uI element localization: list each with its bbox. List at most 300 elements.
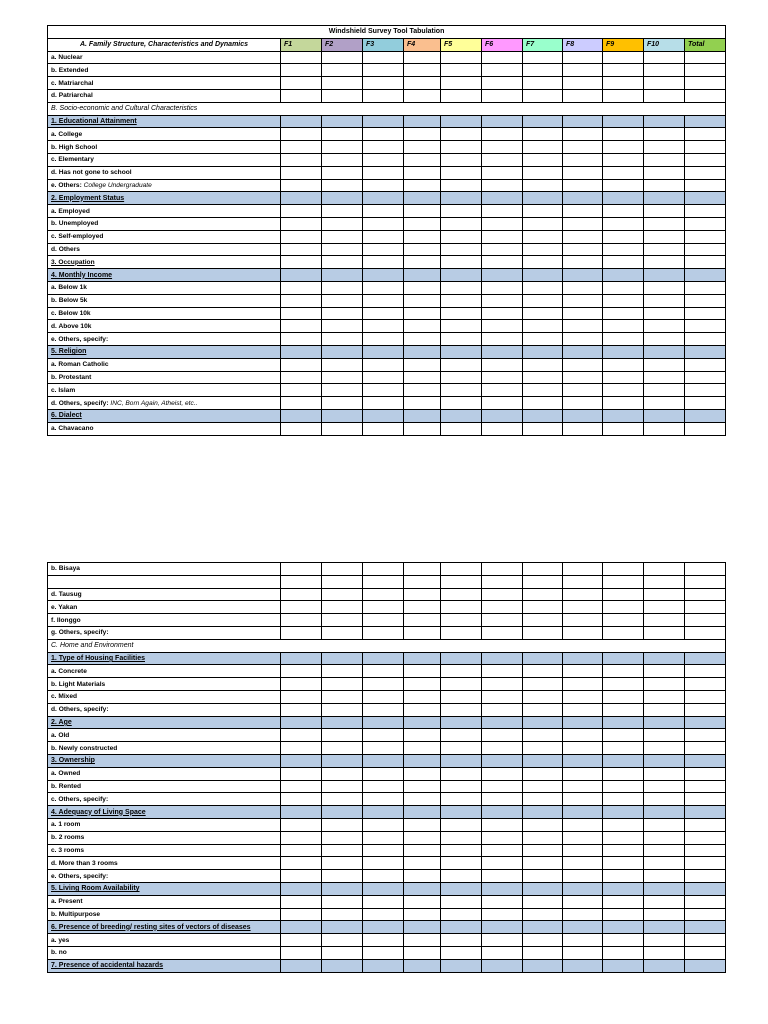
tally-cell[interactable] bbox=[603, 588, 644, 601]
tally-cell[interactable] bbox=[441, 192, 482, 205]
tally-cell[interactable] bbox=[363, 703, 404, 716]
tally-cell[interactable] bbox=[322, 818, 363, 831]
tally-cell[interactable] bbox=[603, 64, 644, 77]
tally-cell[interactable] bbox=[603, 614, 644, 627]
tally-cell[interactable] bbox=[363, 793, 404, 806]
tally-cell[interactable] bbox=[563, 844, 603, 857]
tally-cell[interactable] bbox=[685, 192, 726, 205]
tally-cell[interactable] bbox=[322, 588, 363, 601]
tally-cell[interactable] bbox=[523, 77, 563, 90]
tally-cell[interactable] bbox=[441, 882, 482, 895]
tally-cell[interactable] bbox=[563, 358, 603, 371]
tally-cell[interactable] bbox=[563, 831, 603, 844]
tally-cell[interactable] bbox=[603, 767, 644, 780]
tally-cell[interactable] bbox=[523, 934, 563, 947]
tally-cell[interactable] bbox=[281, 397, 322, 410]
tally-cell[interactable] bbox=[563, 729, 603, 742]
tally-cell[interactable] bbox=[363, 844, 404, 857]
tally-cell[interactable] bbox=[404, 307, 441, 320]
tally-cell[interactable] bbox=[563, 716, 603, 729]
tally-cell[interactable] bbox=[404, 397, 441, 410]
tally-cell[interactable] bbox=[322, 320, 363, 333]
tally-cell[interactable] bbox=[685, 678, 726, 691]
tally-cell[interactable] bbox=[644, 128, 685, 141]
tally-cell[interactable] bbox=[404, 166, 441, 179]
tally-cell[interactable] bbox=[563, 626, 603, 639]
tally-cell[interactable] bbox=[482, 192, 523, 205]
tally-cell[interactable] bbox=[322, 870, 363, 883]
tally-cell[interactable] bbox=[322, 153, 363, 166]
tally-cell[interactable] bbox=[281, 588, 322, 601]
tally-cell[interactable] bbox=[322, 77, 363, 90]
tally-cell[interactable] bbox=[322, 767, 363, 780]
tally-cell[interactable] bbox=[685, 320, 726, 333]
tally-cell[interactable] bbox=[685, 831, 726, 844]
tally-cell[interactable] bbox=[563, 397, 603, 410]
tally-cell[interactable] bbox=[441, 141, 482, 154]
tally-cell[interactable] bbox=[441, 51, 482, 64]
tally-cell[interactable] bbox=[404, 588, 441, 601]
tally-cell[interactable] bbox=[644, 409, 685, 422]
tally-cell[interactable] bbox=[685, 422, 726, 435]
tally-cell[interactable] bbox=[523, 205, 563, 218]
tally-cell[interactable] bbox=[685, 844, 726, 857]
tally-cell[interactable] bbox=[644, 192, 685, 205]
tally-cell[interactable] bbox=[482, 767, 523, 780]
tally-cell[interactable] bbox=[482, 844, 523, 857]
tally-cell[interactable] bbox=[685, 77, 726, 90]
tally-cell[interactable] bbox=[322, 934, 363, 947]
tally-cell[interactable] bbox=[603, 333, 644, 346]
tally-cell[interactable] bbox=[482, 320, 523, 333]
tally-cell[interactable] bbox=[441, 179, 482, 192]
tally-cell[interactable] bbox=[523, 563, 563, 576]
tally-cell[interactable] bbox=[281, 626, 322, 639]
tally-cell[interactable] bbox=[363, 767, 404, 780]
tally-cell[interactable] bbox=[441, 754, 482, 767]
tally-cell[interactable] bbox=[685, 307, 726, 320]
tally-cell[interactable] bbox=[404, 64, 441, 77]
tally-cell[interactable] bbox=[523, 64, 563, 77]
tally-cell[interactable] bbox=[441, 690, 482, 703]
tally-cell[interactable] bbox=[482, 384, 523, 397]
tally-cell[interactable] bbox=[685, 703, 726, 716]
tally-cell[interactable] bbox=[644, 115, 685, 128]
tally-cell[interactable] bbox=[644, 166, 685, 179]
tally-cell[interactable] bbox=[685, 397, 726, 410]
tally-cell[interactable] bbox=[482, 563, 523, 576]
tally-cell[interactable] bbox=[363, 742, 404, 755]
tally-cell[interactable] bbox=[603, 281, 644, 294]
tally-cell[interactable] bbox=[363, 729, 404, 742]
tally-cell[interactable] bbox=[363, 217, 404, 230]
tally-cell[interactable] bbox=[281, 818, 322, 831]
tally-cell[interactable] bbox=[281, 256, 322, 269]
tally-cell[interactable] bbox=[523, 601, 563, 614]
tally-cell[interactable] bbox=[482, 729, 523, 742]
tally-cell[interactable] bbox=[363, 166, 404, 179]
tally-cell[interactable] bbox=[685, 294, 726, 307]
tally-cell[interactable] bbox=[281, 882, 322, 895]
tally-cell[interactable] bbox=[482, 345, 523, 358]
tally-cell[interactable] bbox=[404, 217, 441, 230]
tally-cell[interactable] bbox=[603, 141, 644, 154]
tally-cell[interactable] bbox=[563, 780, 603, 793]
tally-cell[interactable] bbox=[523, 921, 563, 934]
tally-cell[interactable] bbox=[603, 320, 644, 333]
tally-cell[interactable] bbox=[441, 217, 482, 230]
tally-cell[interactable] bbox=[363, 946, 404, 959]
tally-cell[interactable] bbox=[685, 64, 726, 77]
tally-cell[interactable] bbox=[322, 690, 363, 703]
tally-cell[interactable] bbox=[322, 192, 363, 205]
tally-cell[interactable] bbox=[363, 690, 404, 703]
tally-cell[interactable] bbox=[363, 281, 404, 294]
tally-cell[interactable] bbox=[523, 166, 563, 179]
tally-cell[interactable] bbox=[404, 243, 441, 256]
tally-cell[interactable] bbox=[523, 153, 563, 166]
tally-cell[interactable] bbox=[523, 51, 563, 64]
tally-cell[interactable] bbox=[523, 614, 563, 627]
tally-cell[interactable] bbox=[563, 563, 603, 576]
tally-cell[interactable] bbox=[322, 857, 363, 870]
tally-cell[interactable] bbox=[281, 384, 322, 397]
tally-cell[interactable] bbox=[363, 345, 404, 358]
tally-cell[interactable] bbox=[441, 563, 482, 576]
tally-cell[interactable] bbox=[322, 908, 363, 921]
tally-cell[interactable] bbox=[404, 269, 441, 282]
tally-cell[interactable] bbox=[603, 818, 644, 831]
tally-cell[interactable] bbox=[441, 89, 482, 102]
tally-cell[interactable] bbox=[322, 652, 363, 665]
tally-cell[interactable] bbox=[603, 601, 644, 614]
tally-cell[interactable] bbox=[322, 230, 363, 243]
tally-cell[interactable] bbox=[603, 422, 644, 435]
tally-cell[interactable] bbox=[281, 652, 322, 665]
tally-cell[interactable] bbox=[482, 780, 523, 793]
tally-cell[interactable] bbox=[685, 333, 726, 346]
tally-cell[interactable] bbox=[441, 153, 482, 166]
tally-cell[interactable] bbox=[685, 959, 726, 972]
tally-cell[interactable] bbox=[281, 601, 322, 614]
tally-cell[interactable] bbox=[322, 665, 363, 678]
tally-cell[interactable] bbox=[441, 921, 482, 934]
tally-cell[interactable] bbox=[563, 818, 603, 831]
tally-cell[interactable] bbox=[523, 754, 563, 767]
tally-cell[interactable] bbox=[563, 690, 603, 703]
tally-cell[interactable] bbox=[363, 959, 404, 972]
tally-cell[interactable] bbox=[563, 205, 603, 218]
tally-cell[interactable] bbox=[603, 806, 644, 819]
tally-cell[interactable] bbox=[603, 128, 644, 141]
tally-cell[interactable] bbox=[322, 626, 363, 639]
tally-cell[interactable] bbox=[281, 128, 322, 141]
tally-cell[interactable] bbox=[644, 716, 685, 729]
tally-cell[interactable] bbox=[281, 895, 322, 908]
tally-cell[interactable] bbox=[523, 665, 563, 678]
tally-cell[interactable] bbox=[404, 895, 441, 908]
tally-cell[interactable] bbox=[644, 358, 685, 371]
tally-cell[interactable] bbox=[563, 51, 603, 64]
tally-cell[interactable] bbox=[644, 153, 685, 166]
tally-cell[interactable] bbox=[644, 614, 685, 627]
tally-cell[interactable] bbox=[563, 192, 603, 205]
tally-cell[interactable] bbox=[644, 870, 685, 883]
tally-cell[interactable] bbox=[404, 179, 441, 192]
tally-cell[interactable] bbox=[404, 716, 441, 729]
tally-cell[interactable] bbox=[523, 716, 563, 729]
tally-cell[interactable] bbox=[322, 844, 363, 857]
tally-cell[interactable] bbox=[644, 934, 685, 947]
tally-cell[interactable] bbox=[685, 230, 726, 243]
tally-cell[interactable] bbox=[281, 678, 322, 691]
tally-cell[interactable] bbox=[363, 153, 404, 166]
tally-cell[interactable] bbox=[281, 729, 322, 742]
tally-cell[interactable] bbox=[644, 307, 685, 320]
tally-cell[interactable] bbox=[363, 141, 404, 154]
tally-cell[interactable] bbox=[281, 690, 322, 703]
tally-cell[interactable] bbox=[482, 256, 523, 269]
tally-cell[interactable] bbox=[363, 908, 404, 921]
tally-cell[interactable] bbox=[644, 946, 685, 959]
tally-cell[interactable] bbox=[644, 588, 685, 601]
tally-cell[interactable] bbox=[563, 908, 603, 921]
tally-cell[interactable] bbox=[404, 371, 441, 384]
tally-cell[interactable] bbox=[563, 678, 603, 691]
tally-cell[interactable] bbox=[281, 333, 322, 346]
tally-cell[interactable] bbox=[563, 895, 603, 908]
tally-cell[interactable] bbox=[404, 652, 441, 665]
tally-cell[interactable] bbox=[404, 281, 441, 294]
tally-cell[interactable] bbox=[363, 89, 404, 102]
tally-cell[interactable] bbox=[685, 870, 726, 883]
tally-cell[interactable] bbox=[404, 230, 441, 243]
tally-cell[interactable] bbox=[482, 806, 523, 819]
tally-cell[interactable] bbox=[603, 831, 644, 844]
tally-cell[interactable] bbox=[523, 141, 563, 154]
tally-cell[interactable] bbox=[404, 678, 441, 691]
tally-cell[interactable] bbox=[563, 384, 603, 397]
tally-cell[interactable] bbox=[404, 754, 441, 767]
tally-cell[interactable] bbox=[482, 371, 523, 384]
tally-cell[interactable] bbox=[281, 77, 322, 90]
tally-cell[interactable] bbox=[685, 358, 726, 371]
tally-cell[interactable] bbox=[603, 857, 644, 870]
tally-cell[interactable] bbox=[603, 409, 644, 422]
tally-cell[interactable] bbox=[685, 89, 726, 102]
tally-cell[interactable] bbox=[281, 192, 322, 205]
tally-cell[interactable] bbox=[603, 307, 644, 320]
tally-cell[interactable] bbox=[685, 345, 726, 358]
tally-cell[interactable] bbox=[482, 128, 523, 141]
tally-cell[interactable] bbox=[482, 882, 523, 895]
tally-cell[interactable] bbox=[685, 601, 726, 614]
tally-cell[interactable] bbox=[644, 89, 685, 102]
tally-cell[interactable] bbox=[363, 870, 404, 883]
tally-cell[interactable] bbox=[563, 345, 603, 358]
tally-cell[interactable] bbox=[441, 256, 482, 269]
tally-cell[interactable] bbox=[685, 409, 726, 422]
tally-cell[interactable] bbox=[363, 333, 404, 346]
tally-cell[interactable] bbox=[523, 767, 563, 780]
tally-cell[interactable] bbox=[363, 307, 404, 320]
tally-cell[interactable] bbox=[322, 703, 363, 716]
tally-cell[interactable] bbox=[281, 281, 322, 294]
tally-cell[interactable] bbox=[685, 882, 726, 895]
tally-cell[interactable] bbox=[603, 179, 644, 192]
tally-cell[interactable] bbox=[363, 51, 404, 64]
tally-cell[interactable] bbox=[603, 793, 644, 806]
tally-cell[interactable] bbox=[523, 780, 563, 793]
tally-cell[interactable] bbox=[363, 921, 404, 934]
tally-cell[interactable] bbox=[322, 959, 363, 972]
tally-cell[interactable] bbox=[563, 959, 603, 972]
tally-cell[interactable] bbox=[523, 409, 563, 422]
tally-cell[interactable] bbox=[685, 818, 726, 831]
tally-cell[interactable] bbox=[281, 230, 322, 243]
tally-cell[interactable] bbox=[603, 908, 644, 921]
tally-cell[interactable] bbox=[685, 51, 726, 64]
tally-cell[interactable] bbox=[603, 742, 644, 755]
tally-cell[interactable] bbox=[322, 345, 363, 358]
tally-cell[interactable] bbox=[482, 281, 523, 294]
tally-cell[interactable] bbox=[322, 780, 363, 793]
tally-cell[interactable] bbox=[441, 729, 482, 742]
tally-cell[interactable] bbox=[363, 320, 404, 333]
tally-cell[interactable] bbox=[404, 703, 441, 716]
tally-cell[interactable] bbox=[281, 806, 322, 819]
tally-cell[interactable] bbox=[603, 626, 644, 639]
tally-cell[interactable] bbox=[322, 882, 363, 895]
tally-cell[interactable] bbox=[644, 754, 685, 767]
tally-cell[interactable] bbox=[482, 243, 523, 256]
tally-cell[interactable] bbox=[482, 959, 523, 972]
tally-cell[interactable] bbox=[441, 626, 482, 639]
tally-cell[interactable] bbox=[523, 230, 563, 243]
tally-cell[interactable] bbox=[281, 243, 322, 256]
tally-cell[interactable] bbox=[404, 934, 441, 947]
tally-cell[interactable] bbox=[441, 294, 482, 307]
tally-cell[interactable] bbox=[482, 870, 523, 883]
tally-cell[interactable] bbox=[322, 358, 363, 371]
tally-cell[interactable] bbox=[603, 729, 644, 742]
tally-cell[interactable] bbox=[281, 217, 322, 230]
tally-cell[interactable] bbox=[322, 716, 363, 729]
tally-cell[interactable] bbox=[603, 230, 644, 243]
tally-cell[interactable] bbox=[404, 665, 441, 678]
tally-cell[interactable] bbox=[281, 921, 322, 934]
tally-cell[interactable] bbox=[563, 179, 603, 192]
tally-cell[interactable] bbox=[363, 831, 404, 844]
tally-cell[interactable] bbox=[322, 307, 363, 320]
tally-cell[interactable] bbox=[363, 77, 404, 90]
tally-cell[interactable] bbox=[404, 345, 441, 358]
tally-cell[interactable] bbox=[482, 626, 523, 639]
tally-cell[interactable] bbox=[563, 652, 603, 665]
tally-cell[interactable] bbox=[404, 793, 441, 806]
tally-cell[interactable] bbox=[441, 601, 482, 614]
tally-cell[interactable] bbox=[441, 742, 482, 755]
tally-cell[interactable] bbox=[482, 934, 523, 947]
tally-cell[interactable] bbox=[482, 678, 523, 691]
tally-cell[interactable] bbox=[441, 358, 482, 371]
tally-cell[interactable] bbox=[363, 818, 404, 831]
tally-cell[interactable] bbox=[523, 243, 563, 256]
tally-cell[interactable] bbox=[441, 703, 482, 716]
tally-cell[interactable] bbox=[322, 563, 363, 576]
tally-cell[interactable] bbox=[482, 703, 523, 716]
tally-cell[interactable] bbox=[322, 397, 363, 410]
tally-cell[interactable] bbox=[363, 269, 404, 282]
tally-cell[interactable] bbox=[603, 205, 644, 218]
tally-cell[interactable] bbox=[563, 281, 603, 294]
tally-cell[interactable] bbox=[363, 665, 404, 678]
tally-cell[interactable] bbox=[322, 333, 363, 346]
tally-cell[interactable] bbox=[563, 141, 603, 154]
tally-cell[interactable] bbox=[603, 959, 644, 972]
tally-cell[interactable] bbox=[281, 89, 322, 102]
tally-cell[interactable] bbox=[563, 921, 603, 934]
tally-cell[interactable] bbox=[363, 128, 404, 141]
tally-cell[interactable] bbox=[363, 882, 404, 895]
tally-cell[interactable] bbox=[441, 908, 482, 921]
tally-cell[interactable] bbox=[281, 141, 322, 154]
tally-cell[interactable] bbox=[363, 294, 404, 307]
tally-cell[interactable] bbox=[404, 320, 441, 333]
tally-cell[interactable] bbox=[322, 422, 363, 435]
tally-cell[interactable] bbox=[482, 857, 523, 870]
tally-cell[interactable] bbox=[563, 128, 603, 141]
tally-cell[interactable] bbox=[281, 179, 322, 192]
tally-cell[interactable] bbox=[644, 831, 685, 844]
tally-cell[interactable] bbox=[523, 844, 563, 857]
tally-cell[interactable] bbox=[603, 345, 644, 358]
tally-cell[interactable] bbox=[644, 205, 685, 218]
tally-cell[interactable] bbox=[644, 742, 685, 755]
tally-cell[interactable] bbox=[404, 946, 441, 959]
tally-cell[interactable] bbox=[404, 128, 441, 141]
tally-cell[interactable] bbox=[322, 294, 363, 307]
tally-cell[interactable] bbox=[685, 921, 726, 934]
tally-cell[interactable] bbox=[281, 358, 322, 371]
tally-cell[interactable] bbox=[322, 217, 363, 230]
tally-cell[interactable] bbox=[685, 115, 726, 128]
tally-cell[interactable] bbox=[441, 333, 482, 346]
tally-cell[interactable] bbox=[563, 934, 603, 947]
tally-cell[interactable] bbox=[482, 115, 523, 128]
tally-cell[interactable] bbox=[563, 882, 603, 895]
tally-cell[interactable] bbox=[523, 793, 563, 806]
tally-cell[interactable] bbox=[644, 320, 685, 333]
tally-cell[interactable] bbox=[685, 626, 726, 639]
tally-cell[interactable] bbox=[482, 269, 523, 282]
tally-cell[interactable] bbox=[363, 371, 404, 384]
tally-cell[interactable] bbox=[603, 243, 644, 256]
tally-cell[interactable] bbox=[281, 575, 322, 588]
tally-cell[interactable] bbox=[644, 563, 685, 576]
tally-cell[interactable] bbox=[685, 767, 726, 780]
tally-cell[interactable] bbox=[281, 166, 322, 179]
tally-cell[interactable] bbox=[281, 320, 322, 333]
tally-cell[interactable] bbox=[685, 205, 726, 218]
tally-cell[interactable] bbox=[644, 397, 685, 410]
tally-cell[interactable] bbox=[644, 959, 685, 972]
tally-cell[interactable] bbox=[523, 818, 563, 831]
tally-cell[interactable] bbox=[322, 166, 363, 179]
tally-cell[interactable] bbox=[523, 588, 563, 601]
tally-cell[interactable] bbox=[322, 89, 363, 102]
tally-cell[interactable] bbox=[644, 729, 685, 742]
